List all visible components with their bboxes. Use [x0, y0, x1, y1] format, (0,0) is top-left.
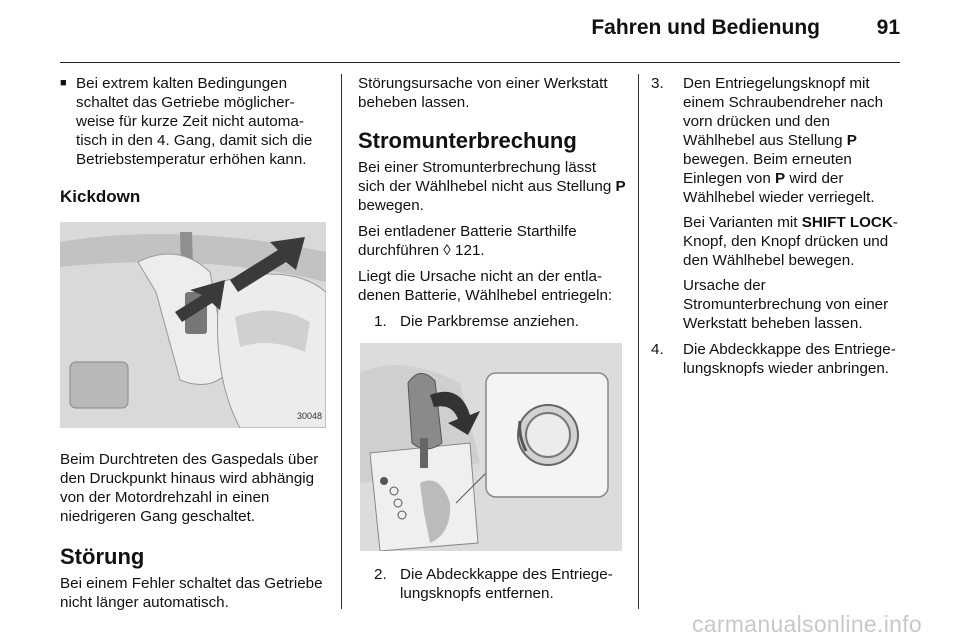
watermark: carmanualsonline.info	[691, 611, 922, 637]
intro-paragraph: Störungsursache von einer Werkstatt beheben lassen.	[358, 75, 608, 111]
paragraph-text: Bei Varianten mit	[683, 214, 802, 231]
page-reference: 121.	[455, 242, 485, 259]
bullet-text: Bei extrem kalten Bedingungen schaltet das Getriebe möglicherweise für kurze Zeit nicht automatisch in den 4. Gang, damit sich die Betriebstemperatur erhöhen kann.	[76, 75, 313, 168]
step-number: 1.	[374, 313, 387, 330]
column-divider-1	[341, 74, 342, 609]
stoerung-heading: Störung	[60, 544, 145, 569]
column-2	[358, 74, 626, 610]
step-3	[651, 74, 901, 333]
kickdown-paragraph: Beim Durchtreten des Gaspedals über den Druckpunkt hinaus wird abhängig von der Motordrehzahl in einen niedrigeren Gang geschaltet.	[60, 451, 319, 525]
paragraph-unlock-intro: Liegt die Ursache nicht an der entladenen Batterie, Wählhebel entriegeln:	[358, 268, 613, 304]
paragraph-text: wird der Wählhebel wieder verriegelt.	[683, 170, 875, 206]
stromunterbrechung-heading: Stromunterbrechung	[358, 128, 577, 153]
step-text	[683, 74, 901, 207]
step-text: Die Abdeckkappe des Entriegelungsknopfs entfernen.	[400, 566, 613, 602]
gear-p-label: P	[775, 170, 786, 187]
gear-p-label: P	[846, 132, 857, 149]
kickdown-illustration	[60, 222, 326, 428]
kickdown-heading: Kickdown	[60, 187, 141, 206]
step-text: Die Abdeckkappe des Entriegelungsknopfs wieder anbringen.	[683, 341, 896, 377]
step-number: 4.	[651, 341, 664, 358]
bullet-icon: ■	[60, 77, 67, 89]
step-number: 3.	[651, 75, 664, 92]
gear-p-label: P	[615, 178, 626, 195]
page-number: 91	[876, 16, 900, 39]
step-text: Die Parkbremse anziehen.	[400, 313, 579, 330]
page-reference-icon: ◊	[443, 242, 451, 259]
paragraph-text: bewegen.	[358, 197, 424, 214]
step-4	[651, 340, 901, 378]
paragraph-text: -Knopf, den Knopf drücken und den Wählhebel bewegen.	[683, 214, 898, 269]
paragraph-text: Bei entladener Batterie Starthilfe durchführen	[358, 223, 577, 259]
paragraph-jump-start	[358, 222, 626, 260]
shift-lock-paragraph	[683, 213, 901, 270]
column-3	[651, 74, 901, 385]
shift-lock-label: SHIFT LOCK	[801, 214, 893, 231]
column-divider-2	[638, 74, 639, 609]
bullet-item	[60, 74, 326, 169]
step-2	[374, 565, 626, 603]
paragraph-text: bewegen. Beim erneuten Einlegen von	[683, 151, 852, 187]
figure-code: 30048	[296, 411, 322, 421]
step-1	[374, 312, 626, 331]
step-number: 2.	[374, 566, 387, 583]
shift-lever-illustration	[360, 343, 622, 551]
kickdown-figure	[60, 222, 326, 428]
page-header-title: Fahren und Bedienung	[591, 16, 820, 39]
stoerung-paragraph: Bei einem Fehler schaltet das Getriebe nicht länger automatisch.	[60, 575, 323, 611]
header-rule	[60, 62, 900, 63]
paragraph-text: Bei einer Stromunterbrechung lässt sich der Wählhebel nicht aus Stellung	[358, 159, 616, 195]
paragraph-shift-blocked	[358, 158, 626, 215]
ursache-paragraph: Ursache der Stromunterbrechung von einer Werkstatt beheben lassen.	[683, 277, 889, 332]
column-1	[60, 74, 326, 619]
shift-lever-figure	[360, 343, 622, 551]
paragraph-text: Den Entriegelungsknopf mit einem Schraubendreher nach vorn drücken und den Wählhebel aus Stellung	[683, 75, 884, 149]
